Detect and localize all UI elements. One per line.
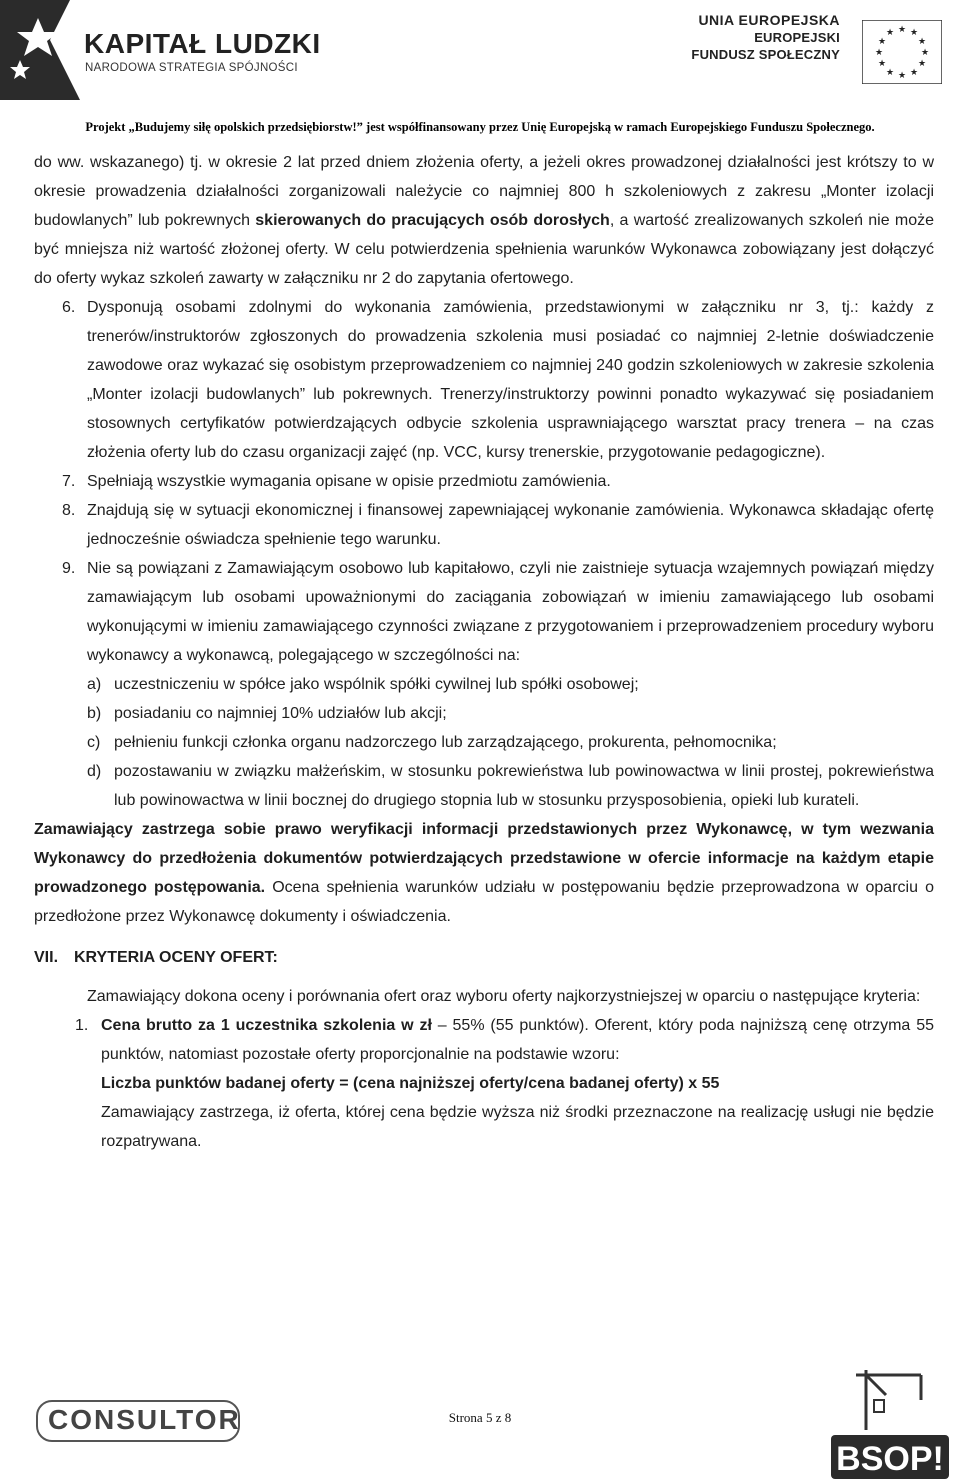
sub-list-item: d) pozostawaniu w związku małżeńskim, w stosunku pokrewieństwa lub powinowactwa w linii prostej, pokrewieństwa lub powinowactwa w linii bocznej do drugiego stopnia lub w stosunku przysposobienia, opieki lub kurateli. bbox=[87, 763, 934, 809]
criterion-item: 1. Cena brutto za 1 uczestnika szkolenia w zł – 55% (55 punktów). Oferent, który poda najniższą cenę otrzyma 55 punktów, natomiast pozostałe oferty proporcjonalnie na podstawie wzoru: bbox=[75, 1017, 934, 1063]
page-header bbox=[0, 0, 960, 134]
formula: Liczba punktów badanej oferty = (cena najniższej oferty/cena badanej oferty) x 55 bbox=[101, 1075, 720, 1092]
bold-phrase: skierowanych do pracujących osób dorosłych bbox=[255, 212, 610, 229]
svg-text:★: ★ bbox=[874, 48, 884, 58]
svg-text:★: ★ bbox=[917, 37, 927, 47]
eu-logo-text bbox=[691, 12, 840, 63]
page-footer bbox=[0, 1360, 960, 1483]
list-item: 7. Spełniają wszystkie wymagania opisane w opisie przedmiotu zamówienia. bbox=[62, 473, 611, 490]
paragraph-intro: do ww. wskazanego) tj. w okresie 2 lat przed dniem złożenia oferty, a jeżeli okres prowadzonej działalności jest krótszy to w okresie prowadzenia działalności zorganizowali należycie co najmniej 800 h szkoleniowych z zakresu „Monter izolacji budowlanych” lub pokrewnych skierowanych do pracujących osób dorosłych, a wartość zrealizowanych szkoleń nie może być mniejsza niż wartość złożonej oferty. W celu potwierdzenia spełnienia warunków Wykonawca zobowiązany jest dołączyć do oferty wykaz szkoleń zawarty w załączniku nr 2 do zapytania ofertowego. bbox=[34, 154, 935, 287]
svg-text:★: ★ bbox=[877, 37, 887, 47]
section-heading: VII. KRYTERIA OCENY OFERT: bbox=[34, 949, 278, 966]
eu-stars-icon bbox=[862, 20, 942, 84]
svg-text:★: ★ bbox=[897, 71, 907, 81]
kapital-ludzki-logo bbox=[0, 0, 321, 100]
bsop-text: BSOP! bbox=[836, 1440, 944, 1478]
kapital-ludzki-star-icon bbox=[0, 0, 80, 100]
paragraph-reservation: Zamawiający zastrzega sobie prawo weryfikacji informacji przedstawionych przez Wykonawcę, w tym wezwania Wykonawcy do przedłożenia dokumentów potwierdzających przedstawione w ofercie informacje na każdym etapie prowadzonego postępowania. Ocena spełnienia warunków udziału w postępowaniu będzie przeprowadzona w oparciu o przedłożone przez Wykonawcę dokumenty i oświadczenia. bbox=[34, 821, 935, 925]
svg-text:★: ★ bbox=[909, 28, 919, 38]
sub-list-item: c) pełnieniu funkcji członka organu nadzorczego lub zarządzającego, prokurenta, pełnomocnika; bbox=[87, 734, 777, 751]
svg-text:★: ★ bbox=[877, 59, 887, 69]
list-item: 9. Nie są powiązani z Zamawiającym osobowo lub kapitałowo, czyli nie zaistnieje sytuacja wzajemnych powiązań między zamawiającym lub osobami upoważnionymi do zaciągania zobowiązań w imieniu zamawiającego lub osobami wykonującymi w imieniu zamawiającego czynności związane z przygotowaniem i przeprowadzeniem procedury wyboru wykonawcy a wykonawcą, polegającego w szczególności na: bbox=[62, 560, 934, 664]
sub-list-item: b) posiadaniu co najmniej 10% udziałów lub akcji; bbox=[87, 705, 447, 722]
section-intro: Zamawiający dokona oceny i porównania ofert oraz wyboru oferty najkorzystniejszej w oparciu o następujące kryteria: bbox=[87, 988, 921, 1005]
consultor-logo: CONSULTOR bbox=[36, 1400, 240, 1442]
page-number: Strona 5 z 8 bbox=[448, 1410, 512, 1425]
kapital-ludzki-subtitle: NARODOWA STRATEGIA SPÓJNOŚCI bbox=[85, 62, 298, 74]
kapital-ludzki-title: KAPITAŁ LUDZKI bbox=[84, 28, 321, 59]
eu-line-1: UNIA EUROPEJSKA bbox=[698, 12, 840, 28]
bsop-logo bbox=[826, 1360, 956, 1483]
eu-line-2: EUROPEJSKI bbox=[754, 30, 840, 45]
svg-text:★: ★ bbox=[885, 28, 895, 38]
svg-text:★: ★ bbox=[885, 68, 895, 78]
svg-text:★: ★ bbox=[909, 68, 919, 78]
criterion-note: Zamawiający zastrzega, iż oferta, której cena będzie wyższa niż środki przeznaczone na realizację usługi nie będzie rozpatrywana. bbox=[101, 1104, 934, 1150]
svg-text:★: ★ bbox=[917, 59, 927, 69]
document-body bbox=[34, 148, 934, 1156]
list-item: 8. Znajdują się w sytuacji ekonomicznej i finansowej zapewniającej wykonanie zamówienia. Wykonawca składając ofertę jednocześnie oświadcza spełnienie tego warunku. bbox=[62, 502, 934, 548]
eu-line-3: FUNDUSZ SPOŁECZNY bbox=[691, 47, 840, 62]
svg-text:★: ★ bbox=[920, 48, 930, 58]
svg-text:★: ★ bbox=[897, 25, 907, 35]
sub-list-item: a) uczestniczeniu w spółce jako wspólnik spółki cywilnej lub spółki osobowej; bbox=[87, 676, 639, 693]
list-item: 6. Dysponują osobami zdolnymi do wykonania zamówienia, przedstawionymi w załączniku nr 3, tj.: każdy z trenerów/instruktorów zgłoszonych do prowadzenia szkolenia musi posiadać co najmniej 2-letnie doświadczenie zawodowe oraz wykazać się osobistym przeprowadzeniem co najmniej 240 godzin szkoleniowych w zakresie szkolenia „Monter izolacji budowlanych” lub pokrewnych. Trenerzy/instruktorzy powinni ponadto wykazywać się posiadaniem stosownych certyfikatów potwierdzających odbycie szkolenia usprawniającego warsztat pracy trenera – na czas złożenia oferty lub do czasu organizacji zajęć (np. VCC, kursy trenerskie, przygotowanie pedagogiczne). bbox=[62, 299, 934, 461]
project-statement: Projekt „Budujemy siłę opolskich przedsiębiorstw!” jest współfinansowany przez Unię Europejską w ramach Europejskiego Funduszu Społecznego. bbox=[85, 120, 875, 134]
